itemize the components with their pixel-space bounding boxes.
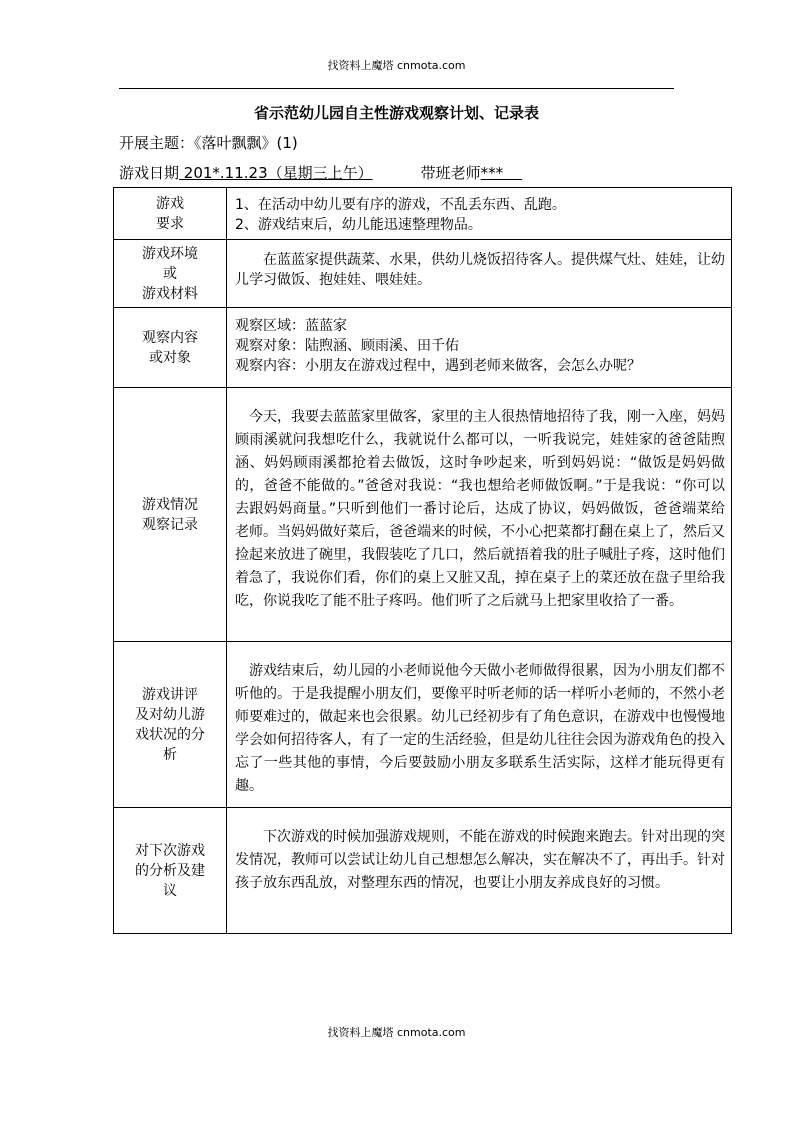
environment-text: 在蓝蓝家提供蔬菜、水果，供幼儿烧饭招待客人。提供煤气灶、娃娃，让幼儿学习做饭、抱娃娃、喂娃娃。 (235, 252, 725, 288)
row-label-environment: 游戏环境 或 游戏材料 (114, 240, 227, 308)
date-value: 201*.11.23（星期三上午） (179, 164, 373, 182)
observation-content: 观察内容：小朋友在游戏过程中，遇到老师来做客，会怎么办呢？ (235, 358, 641, 374)
observation-subjects: 观察对象：陆煦涵、顾雨溪、田千佑 (235, 338, 459, 354)
suggestions-text: 下次游戏的时候加强游戏规则，不能在游戏的时候跑来跑去。针对出现的突发情况，教师可以尝试让幼儿自己想想怎么解决，实在解决不了，再出手。针对孩子放东西乱放，对整理东西的情况，也要让小朋友养成良好的习惯。 (235, 829, 725, 891)
observation-area: 观察区域：蓝蓝家 (235, 318, 347, 334)
theme-line: 开展主题：《落叶飘飘》(1) (119, 134, 298, 152)
table-row (114, 308, 732, 388)
header-rule (119, 88, 674, 89)
requirement-item: 1、在活动中幼儿要有序的游戏，不乱丢东西、乱跑。 (235, 197, 566, 213)
review-text: 游戏结束后，幼儿园的小老师说他今天做小老师做得很累，因为小朋友们都不听他的。于是我提醒小朋友们，要像平时听老师的话一样听小老师的，不然小老师要难过的，做起来也会很累。幼儿已经初步有了角色意识，在游戏中也慢慢地学会如何招待客人，有了一定的生活经验，但是幼儿往往会因为游戏角色的投入忘了一些其他的事情，今后要鼓励小朋友多联系生活实际，这样才能玩得更有趣。 (235, 663, 725, 794)
table-row (114, 808, 732, 934)
teacher-label: 带班老师 (420, 164, 481, 182)
row-content-environment (227, 240, 732, 308)
teacher-value: *** (480, 164, 523, 182)
row-label-record: 游戏情况 观察记录 (114, 388, 227, 642)
table-row (114, 240, 732, 308)
row-label-requirements: 游戏 要求 (114, 188, 227, 240)
record-text: 今天，我要去蓝蓝家里做客，家里的主人很热情地招待了我，刚一入座，妈妈顾雨溪就问我想吃什么，我就说什么都可以，一听我说完，娃娃家的爸爸陆煦涵、妈妈顾雨溪都抢着去做饭，这时争吵起来，听到妈妈说：“做饭是妈妈做的，爸爸不能做的。”爸爸对我说：“我也想给老师做饭啊。”于是我说：“你可以去跟妈妈商量。”只听到他们一番讨论后，达成了协议，妈妈做饭，爸爸端菜给老师。当妈妈做好菜后，爸爸端来的时候，不小心把菜都打翻在桌上了，然后又捡起来放进了碗里，我假装吃了几口，然后就捂着我的肚子喊肚子疼，这时他们着急了，我说你们看，你们的桌上又脏又乱，掉在桌子上的菜还放在盘子里给我吃，你说我吃了能不肚子疼吗。他们听了之后就马上把家里收拾了一番。 (235, 409, 725, 609)
table-row (114, 388, 732, 642)
requirement-item: 2、游戏结束后，幼儿能迅速整理物品。 (235, 217, 482, 233)
page-header: 找资料上魔塔 cnmota.com (327, 59, 466, 72)
row-content-suggestions (227, 808, 732, 934)
row-label-suggestions: 对下次游戏 的分析及建 议 (114, 808, 227, 934)
table-row (114, 642, 732, 808)
document-title: 省示范幼儿园自主性游戏观察计划、记录表 (253, 104, 539, 122)
row-content-requirements (227, 188, 732, 240)
page-footer: 找资料上魔塔 cnmota.com (327, 1026, 466, 1039)
row-label-observation-target: 观察内容 或对象 (114, 308, 227, 388)
row-label-review: 游戏讲评 及对幼儿游 戏状况的分 析 (114, 642, 227, 808)
row-content-observation-target (227, 308, 732, 388)
table-row (114, 188, 732, 240)
row-content-record (227, 388, 732, 642)
date-line (119, 163, 522, 183)
row-content-review (227, 642, 732, 808)
observation-table (113, 187, 732, 934)
date-label: 游戏日期 (119, 164, 180, 182)
